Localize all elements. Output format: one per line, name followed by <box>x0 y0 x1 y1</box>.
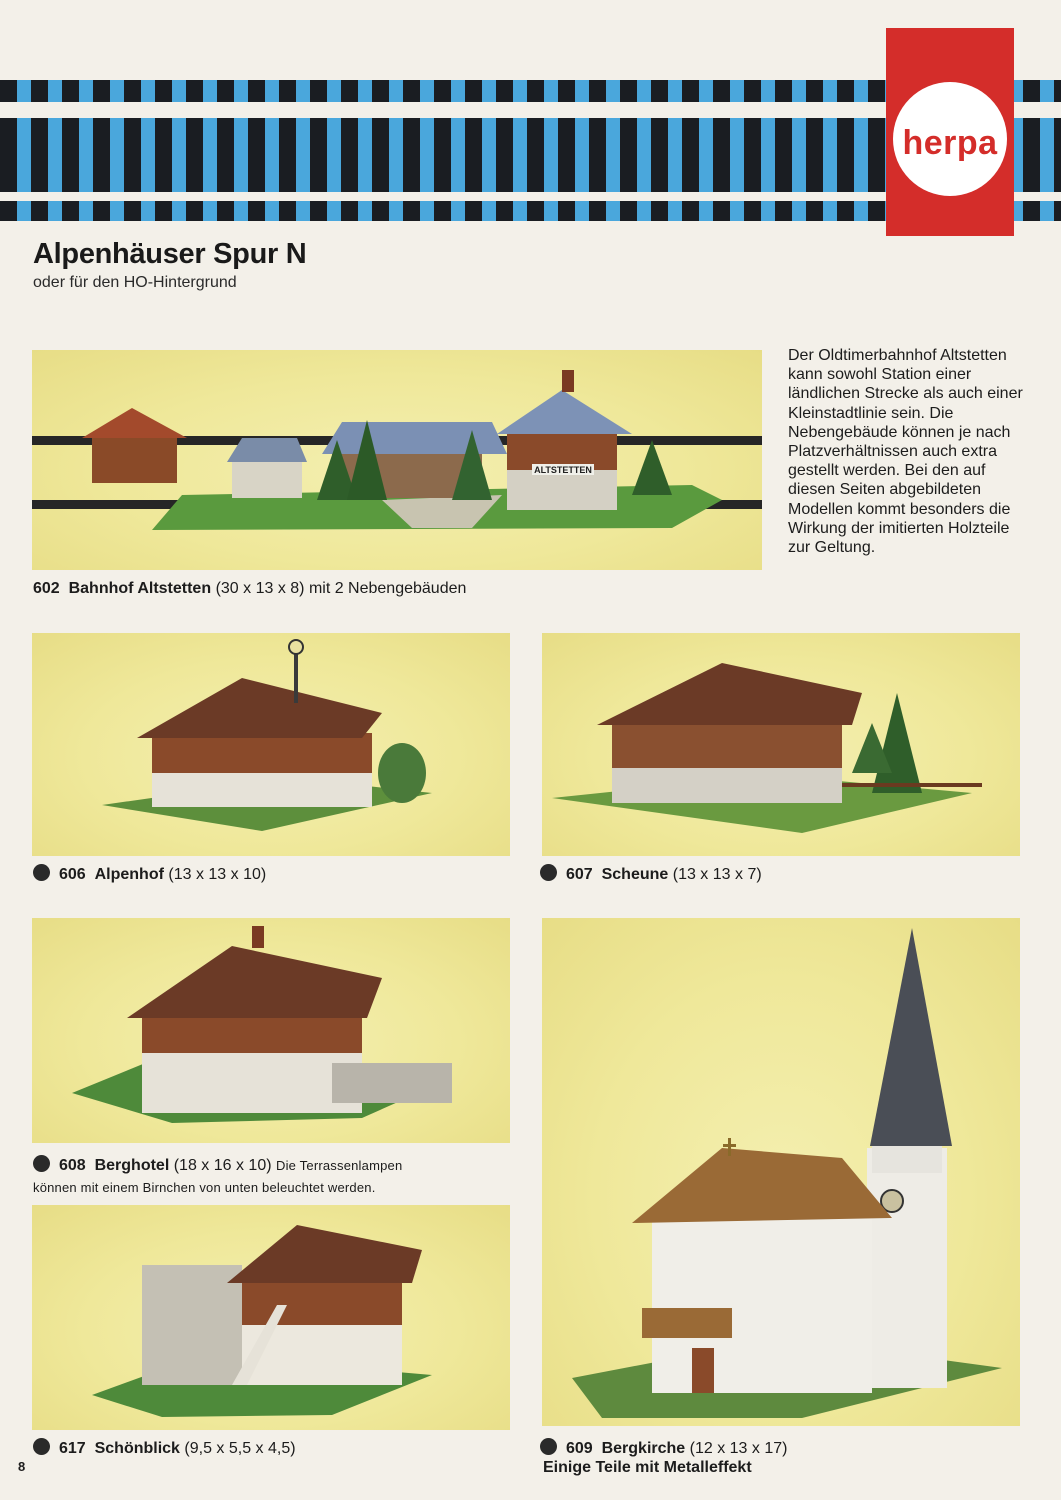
bullet-icon <box>540 1438 557 1455</box>
bullet-icon <box>33 864 50 881</box>
caption-607: 607 Scheune (13 x 13 x 7) <box>540 864 762 884</box>
caption-608-note: können mit einem Birnchen von unten beleuchtet werden. <box>33 1180 376 1195</box>
herpa-logo <box>886 28 1014 236</box>
caption-617: 617 Schönblick (9,5 x 5,5 x 4,5) <box>33 1438 296 1458</box>
photo-606-alpenhof <box>32 633 510 856</box>
bullet-icon <box>33 1155 50 1172</box>
photo-608-berghotel <box>32 918 510 1143</box>
caption-609: 609 Bergkirche (12 x 13 x 17) <box>540 1438 787 1458</box>
photo-609-bergkirche <box>542 918 1020 1426</box>
logo-text: herpa <box>902 124 998 162</box>
caption-608: 608 Berghotel (18 x 16 x 10) Die Terrassenlampen <box>33 1155 402 1175</box>
caption-602: 602 Bahnhof Altstetten (30 x 13 x 8) mit 2 Nebengebäuden <box>33 580 467 597</box>
station-sign: ALTSTETTEN <box>534 465 592 475</box>
caption-606: 606 Alpenhof (13 x 13 x 10) <box>33 864 266 884</box>
photo-617-schoenblick <box>32 1205 510 1430</box>
photo-607-scheune <box>542 633 1020 856</box>
page-title: Alpenhäuser Spur N <box>33 238 307 270</box>
page-subtitle: oder für den HO-Hintergrund <box>33 274 237 291</box>
photo-602-bahnhof <box>32 350 762 570</box>
bullet-icon <box>540 864 557 881</box>
bullet-icon <box>33 1438 50 1455</box>
description-text: Der Oldtimerbahnhof Altstetten kann sowohl Station einer ländlichen Strecke als auch einer Kleinstadtlinie sein. Die Nebengebäude können je nach Platzverhältnissen auch extra gestellt werden. Bei den auf diesen Seiten abgebildeten Modellen kommt besonders die Wirkung der imitierten Holzteile zur Geltung. <box>788 347 1023 557</box>
caption-609-note: Einige Teile mit Metalleffekt <box>543 1459 752 1476</box>
page-number: 8 <box>18 1459 26 1474</box>
